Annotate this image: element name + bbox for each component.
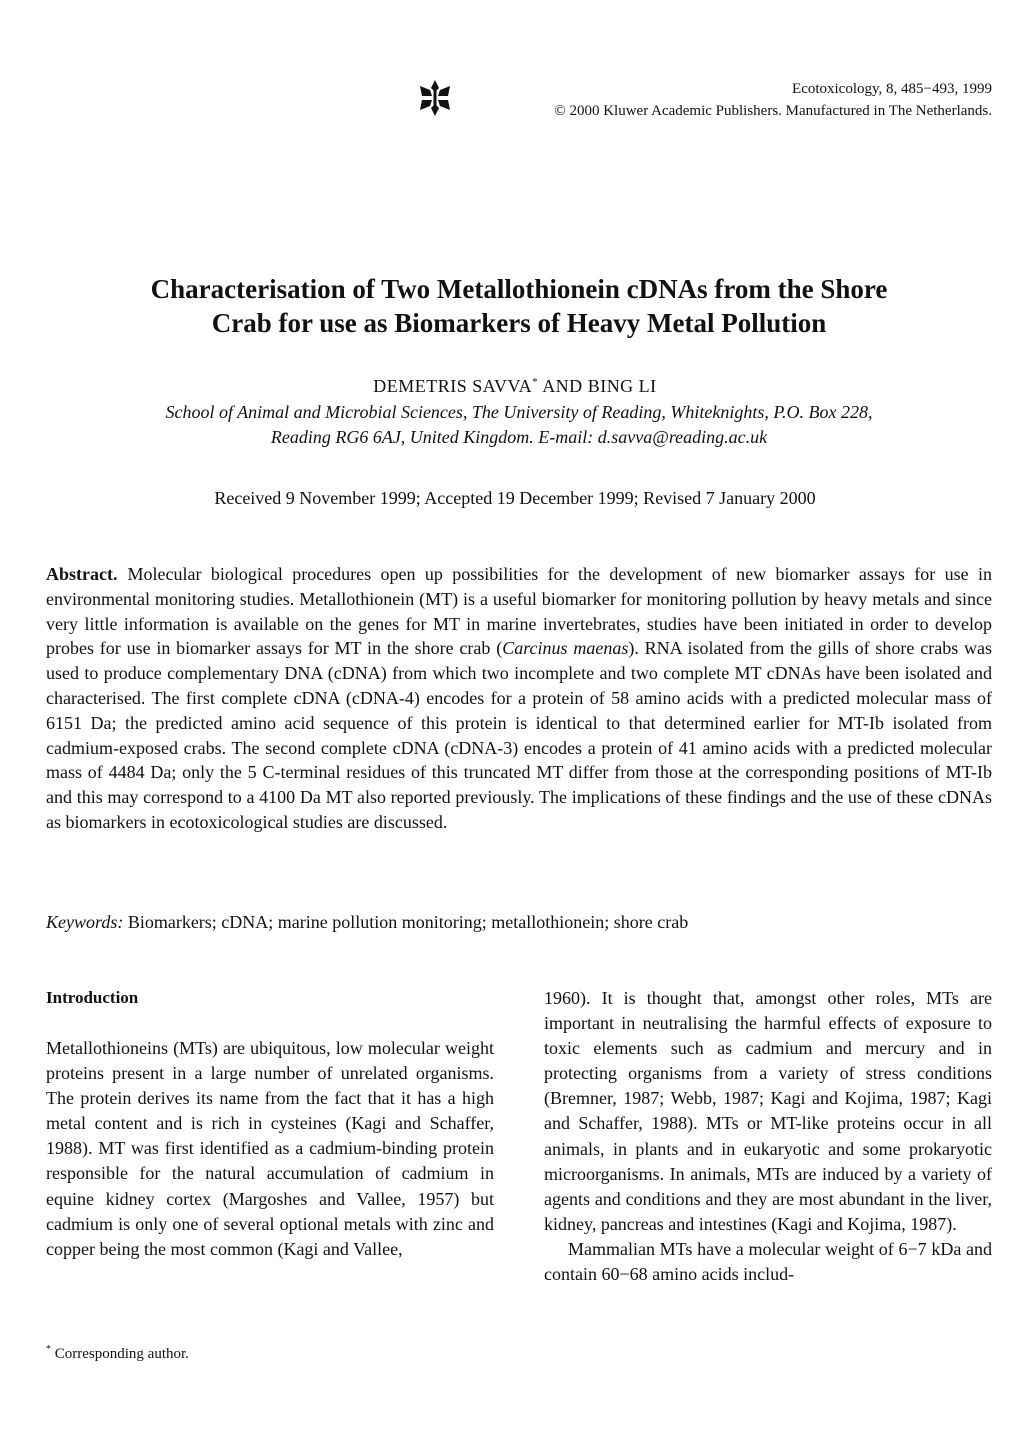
footnote-text: Corresponding author. xyxy=(54,1346,189,1362)
author-list xyxy=(0,376,1030,397)
abstract-text-part2: ). RNA isolated from the gills of shore crabs was used to produce complementary DNA (cDNA) from which two incomplete and two complete MT cDNAs have been isolated and characterised. The first complete cDNA (cDNA-4) encodes for a protein of 58 amino acids with a predicted molecular mass of 6151 Da; the predicted amino acid sequence of this protein is identical to that determined earlier for MT-Ib isolated from cadmium-exposed crabs. The second complete cDNA (cDNA-3) encodes a protein of 41 amino acids with a predicted molecular mass of 4484 Da; only the 5 C-terminal residues of this truncated MT differ from those at the corresponding positions of MT-Ib and this may correspond to a 4100 Da MT also reported previously. The implications of these findings and the use of these cDNAs as biomarkers in ecotoxicological studies are discussed. xyxy=(46,638,992,832)
submission-dates: Received 9 November 1999; Accepted 19 December 1999; Revised 7 January 2000 xyxy=(214,488,816,508)
abstract-label: Abstract. xyxy=(46,564,118,584)
author-joiner: AND xyxy=(542,376,583,396)
intro-paragraph-1: Metallothioneins (MTs) are ubiquitous, low molecular weight proteins present in a large number of unrelated organisms. The protein derives its name from the fact that it has a high metal content and is rich in cysteines (Kagi and Schaffer, 1988). MT was first identified as a cadmium-binding protein responsible for the natural accumulation of cadmium in equine kidney cortex (Margoshes and Vallee, 1957) but cadmium is only one of several optional metals with zinc and copper being the most common (Kagi and Vallee, xyxy=(46,1038,494,1259)
intro-paragraph-2: Mammalian MTs have a molecular weight of 6−7 kDa and contain 60−68 amino acids includ- xyxy=(544,1238,992,1285)
title-line-2: Crab for use as Biomarkers of Heavy Metal Pollution xyxy=(211,308,827,338)
keywords-text: Biomarkers; cDNA; marine pollution monitoring; metallothionein; shore crab xyxy=(127,912,689,932)
author-li: BING LI xyxy=(587,376,657,396)
author-savva: DEMETRIS SAVVA xyxy=(373,376,533,396)
left-column xyxy=(46,1036,494,1262)
intro-paragraph-1-cont: 1960). It is thought that, amongst other roles, MTs are important in neutralising the harmful effects of exposure to toxic elements such as cadmium and mercury and in protecting organisms from a variety of stress conditions (Bremner, 1987; Webb, 1987; Kagi and Kojima, 1987; Kagi and Schaffer, 1988). MTs or MT-like proteins occur in all animals, in plants and in eukaryotic and some prokaryotic microorganisms. In animals, MTs are induced by a variety of agents and conditions and they are most abundant in the liver, kidney, pancreas and intestines (Kagi and Kojima, 1987). xyxy=(544,988,992,1234)
publisher-copyright: © 2000 Kluwer Academic Publishers. Manufactured in The Netherlands. xyxy=(554,103,992,119)
footnote-mark: * xyxy=(46,1344,51,1355)
footnote xyxy=(46,1344,189,1363)
journal-header xyxy=(554,78,992,122)
title-line-1: Characterisation of Two Metallothionein cDNAs from the Shore xyxy=(150,274,888,304)
publisher-logo-icon xyxy=(418,78,452,118)
right-column xyxy=(544,986,992,1287)
keywords xyxy=(46,910,992,934)
affiliation xyxy=(60,400,978,450)
introduction-heading: Introduction xyxy=(46,988,139,1007)
abstract xyxy=(46,562,992,835)
abstract-species: Carcinus maenas xyxy=(502,638,629,659)
keywords-label: Keywords: xyxy=(46,912,124,932)
article-title xyxy=(60,272,978,340)
journal-citation: Ecotoxicology, 8, 485−493, 1999 xyxy=(792,81,992,97)
abstract-text-part1: Molecular biological procedures open up possibilities for the development of new biomarker assays for use in environmental monitoring studies. Metallothionein (MT) is a useful biomarker for monitoring pollution by heavy metals and since very little information is available on the genes for MT in marine invertebrates, studies have been initiated in order to develop probes for use in biomarker assays for MT in the shore crab ( xyxy=(46,564,992,659)
affiliation-line-1: School of Animal and Microbial Sciences, The University of Reading, Whiteknights, P.O. Box 228, xyxy=(165,402,873,422)
corresponding-mark: * xyxy=(532,376,539,388)
affiliation-line-2: Reading RG6 6AJ, United Kingdom. E-mail: d.savva@reading.ac.uk xyxy=(270,427,768,447)
